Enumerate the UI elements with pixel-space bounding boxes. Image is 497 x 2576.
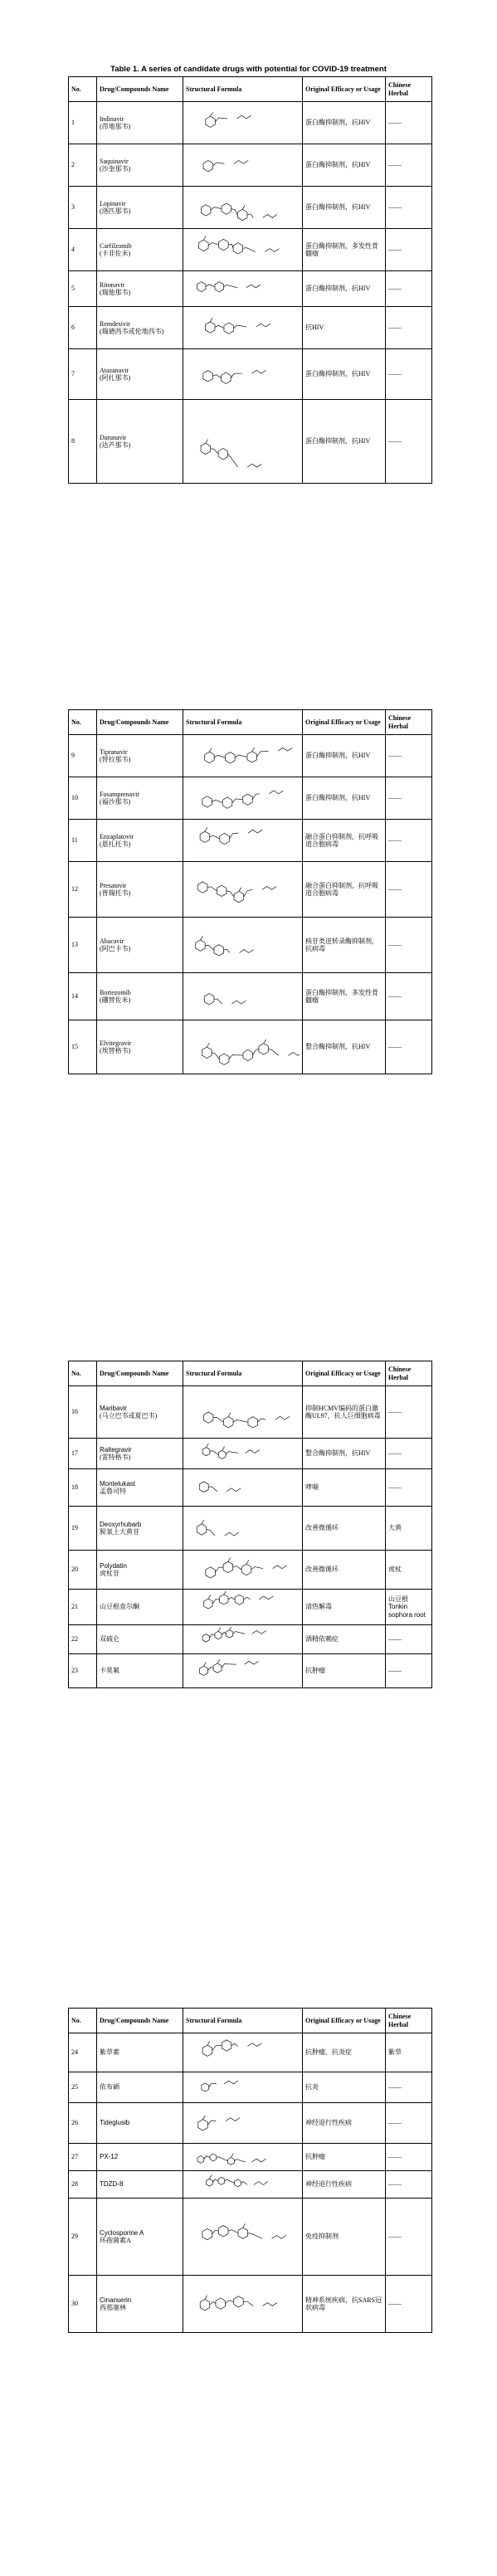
- structural-formula-cell: [183, 1551, 303, 1590]
- structural-formula-cell: [183, 1625, 303, 1654]
- structural-formula-drawing: [186, 104, 300, 142]
- herbal-cell: ——: [386, 400, 432, 484]
- efficacy-cell: 抑制HCMV编码的蛋白激酶UL97，抗人巨细胞病毒: [303, 1386, 386, 1439]
- drug-name-cell: [97, 2171, 183, 2199]
- row-number: 1: [69, 102, 97, 144]
- row-number: 6: [69, 307, 97, 349]
- efficacy-cell: 改善微循环: [303, 1551, 386, 1590]
- structural-formula-cell: [183, 271, 303, 307]
- structural-formula-drawing: [186, 402, 300, 481]
- efficacy-cell: 蛋白酶抑制剂，抗HIV: [303, 349, 386, 400]
- herbal-cell: ——: [386, 187, 432, 229]
- efficacy-cell: 蛋白酶抑制剂，多发性骨髓瘤: [303, 229, 386, 271]
- drug-name-cn: (卡非佐米): [100, 250, 131, 257]
- drug-name-cell: [97, 1625, 183, 1654]
- table-row: [69, 1590, 432, 1625]
- row-number: 28: [69, 2171, 97, 2199]
- row-number: 14: [69, 973, 97, 1020]
- structural-formula-cell: [183, 229, 303, 271]
- drug-name-cell: [97, 102, 183, 144]
- drug-name-cn: 孟鲁司特: [100, 1488, 126, 1495]
- structural-formula-cell: [183, 1439, 303, 1469]
- header-name: Drug/Compounds Name: [97, 2009, 183, 2033]
- drug-name-cn: 脱氧土大黄苷: [100, 1528, 139, 1536]
- efficacy-cell: 蛋白酶抑制剂，抗HIV: [303, 400, 386, 484]
- structural-formula-drawing: [186, 821, 300, 859]
- efficacy-cell: 神经退行性疾病: [303, 2171, 386, 2199]
- row-number: 5: [69, 271, 97, 307]
- structural-formula-drawing: [186, 2074, 300, 2101]
- efficacy-cell: 抗肿瘤、抗炎症: [303, 2033, 386, 2072]
- drug-name-cn: (硼替佐米): [100, 996, 131, 1004]
- drug-name-cell: [97, 400, 183, 484]
- drug-name-cell: [97, 2103, 183, 2144]
- row-number: 27: [69, 2144, 97, 2171]
- drug-name-cn: 紫草素: [100, 2048, 119, 2057]
- structural-formula-drawing: [186, 1627, 300, 1652]
- drug-name-cn: 依布硒: [100, 2083, 119, 2091]
- herbal-cell: ——: [386, 271, 432, 307]
- table-row: [69, 2171, 432, 2199]
- structural-formula-drawing: [186, 2145, 300, 2169]
- drug-name-en: TDZD-8: [100, 2180, 124, 2189]
- row-number: 3: [69, 187, 97, 229]
- efficacy-cell: 整合酶抑制剂，抗HIV: [303, 1439, 386, 1469]
- drug-name-en: Remdesivir: [100, 319, 130, 328]
- header-efficacy: Original Efficacy or Usage: [303, 1361, 386, 1386]
- row-number: 19: [69, 1507, 97, 1551]
- structural-formula-cell: [183, 2199, 303, 2276]
- structural-formula-drawing: [186, 2105, 300, 2141]
- herbal-cell: ——: [386, 1386, 432, 1439]
- drug-name-en: Atazanavir: [100, 366, 129, 374]
- drug-name-en: Montelukast: [100, 1479, 136, 1488]
- efficacy-cell: 蛋白酶抑制剂，抗HIV: [303, 187, 386, 229]
- drug-name-en: Cinanserin: [100, 2296, 132, 2304]
- row-number: 13: [69, 918, 97, 973]
- efficacy-cell: 哮喘: [303, 1469, 386, 1507]
- drug-name-cell: [97, 2033, 183, 2072]
- row-number: 30: [69, 2276, 97, 2333]
- drug-table-4: [68, 2008, 432, 2333]
- drug-name-cn: 双硫仑: [100, 1635, 119, 1643]
- drug-name-cn: 虎杖苷: [100, 1570, 119, 1577]
- herbal-cell: ——: [386, 2276, 432, 2333]
- row-number: 22: [69, 1625, 97, 1654]
- drug-name-en: Presatovir: [100, 881, 127, 889]
- efficacy-cell: 抗肿瘤: [303, 2144, 386, 2171]
- drug-name-cell: [97, 1439, 183, 1469]
- table-row: [69, 1654, 432, 1688]
- structural-formula-cell: [183, 349, 303, 400]
- row-number: 20: [69, 1551, 97, 1590]
- header-no: No.: [69, 710, 97, 735]
- header-no: No.: [69, 77, 97, 102]
- structural-formula-cell: [183, 2144, 303, 2171]
- efficacy-cell: 蛋白酶抑制剂，抗HIV: [303, 102, 386, 144]
- structural-formula-cell: [183, 1590, 303, 1625]
- structural-formula-cell: [183, 2072, 303, 2103]
- table-row: [69, 1439, 432, 1469]
- table-row: [69, 735, 432, 777]
- drug-name-en: Darunavir: [100, 433, 127, 441]
- structural-formula-drawing: [186, 1552, 300, 1587]
- header-efficacy: Original Efficacy or Usage: [303, 77, 386, 102]
- structural-formula-drawing: [186, 2277, 300, 2330]
- drug-name-cn: 西那塞林: [100, 2304, 126, 2311]
- header-name: Drug/Compounds Name: [97, 710, 183, 735]
- drug-name-en: Deoxyrhubarb: [100, 1520, 142, 1528]
- drug-name-cn: (替拉那韦): [100, 756, 131, 763]
- structural-formula-drawing: [186, 1508, 300, 1548]
- drug-name-cell: [97, 2199, 183, 2276]
- structural-formula-cell: [183, 777, 303, 820]
- structural-formula-drawing: [186, 351, 300, 397]
- header-formula: Structural Formula: [183, 77, 303, 102]
- herbal-cell: ——: [386, 2072, 432, 2103]
- row-number: 26: [69, 2103, 97, 2144]
- table-row: [69, 1551, 432, 1590]
- drug-name-cell: [97, 1590, 183, 1625]
- drug-name-en: Lopinavir: [100, 199, 126, 207]
- table-row: [69, 862, 432, 918]
- table-caption: Table 1. A series of candidate drugs with potential for COVID-19 treatment: [110, 65, 387, 74]
- herbal-cell: ——: [386, 307, 432, 349]
- header-herbal: Chinese Herbal: [386, 1361, 432, 1386]
- drug-name-en: Abacavir: [100, 937, 124, 945]
- structural-formula-drawing: [186, 309, 300, 347]
- drug-name-cn: (洛匹那韦): [100, 207, 131, 215]
- row-number: 23: [69, 1654, 97, 1688]
- table-row: [69, 307, 432, 349]
- header-formula: Structural Formula: [183, 2009, 303, 2033]
- efficacy-cell: 整合酶抑制剂，抗HIV: [303, 1020, 386, 1074]
- table-row: [69, 2144, 432, 2171]
- table-row: [69, 2276, 432, 2333]
- herbal-cell: ——: [386, 1654, 432, 1688]
- drug-name-cn: (雷特格韦): [100, 1454, 131, 1461]
- structural-formula-cell: [183, 1386, 303, 1439]
- herbal-cell: ——: [386, 349, 432, 400]
- herbal-cell: 紫草: [386, 2033, 432, 2072]
- structural-formula-cell: [183, 973, 303, 1020]
- drug-name-en: Cyclosporine A: [100, 2228, 144, 2237]
- drug-name-cn: 山豆根查尔酮: [100, 1603, 139, 1611]
- efficacy-cell: 蛋白酶抑制剂，抗HIV: [303, 777, 386, 820]
- drug-name-cell: [97, 1469, 183, 1507]
- drug-name-cell: [97, 229, 183, 271]
- drug-name-cn: (瑞德西韦或伦地西韦): [100, 328, 164, 335]
- header-formula: Structural Formula: [183, 710, 303, 735]
- herbal-cell: ——: [386, 229, 432, 271]
- structural-formula-cell: [183, 144, 303, 187]
- table-row: [69, 229, 432, 271]
- drug-name-cn: (瑞他那韦): [100, 289, 131, 296]
- herbal-cell: ——: [386, 1625, 432, 1654]
- row-number: 16: [69, 1386, 97, 1439]
- table-row: [69, 1507, 432, 1551]
- herbal-cell: ——: [386, 102, 432, 144]
- efficacy-cell: 融合蛋白抑制剂，抗呼吸道合胞病毒: [303, 820, 386, 862]
- structural-formula-drawing: [186, 1591, 300, 1623]
- drug-name-cn: (达芦那韦): [100, 441, 131, 449]
- structural-formula-cell: [183, 187, 303, 229]
- header-row: [69, 2009, 432, 2033]
- efficacy-cell: 蛋白酶抑制剂，抗HIV: [303, 735, 386, 777]
- herbal-cell: ——: [386, 1020, 432, 1074]
- efficacy-cell: 抗炎: [303, 2072, 386, 2103]
- row-number: 12: [69, 862, 97, 918]
- drug-name-cell: [97, 271, 183, 307]
- structural-formula-cell: [183, 400, 303, 484]
- header-herbal: Chinese Herbal: [386, 2009, 432, 2033]
- structural-formula-drawing: [186, 1440, 300, 1467]
- row-number: 11: [69, 820, 97, 862]
- table-row: [69, 973, 432, 1020]
- herbal-cell: ——: [386, 2199, 432, 2276]
- drug-name-cn: 卡莫氟: [100, 1667, 119, 1675]
- drug-table-3: [68, 1361, 432, 1688]
- drug-table-1: [68, 76, 432, 484]
- drug-name-cn: (福沙那韦): [100, 798, 131, 806]
- structural-formula-drawing: [186, 231, 300, 269]
- row-number: 8: [69, 400, 97, 484]
- drug-table-2: [68, 709, 432, 1074]
- table-row: [69, 144, 432, 187]
- row-number: 2: [69, 144, 97, 187]
- structural-formula-drawing: [186, 1388, 300, 1436]
- drug-name-cell: [97, 820, 183, 862]
- structural-formula-cell: [183, 2103, 303, 2144]
- drug-name-cell: [97, 973, 183, 1020]
- drug-name-cn: (阿扎那韦): [100, 374, 131, 382]
- drug-name-cell: [97, 777, 183, 820]
- table-row: [69, 1625, 432, 1654]
- drug-name-cn: (沙奎那韦): [100, 165, 131, 173]
- table-row: [69, 349, 432, 400]
- structural-formula-drawing: [186, 2173, 300, 2196]
- structural-formula-drawing: [186, 864, 300, 915]
- header-name: Drug/Compounds Name: [97, 77, 183, 102]
- table-row: [69, 187, 432, 229]
- table-row: [69, 2072, 432, 2103]
- structural-formula-drawing: [186, 1656, 300, 1686]
- row-number: 15: [69, 1020, 97, 1074]
- table-row: [69, 400, 432, 484]
- table-row: [69, 2033, 432, 2072]
- herbal-cell: ——: [386, 2171, 432, 2199]
- drug-name-en: Saquinavir: [100, 157, 129, 165]
- efficacy-cell: 免疫抑制剂: [303, 2199, 386, 2276]
- efficacy-cell: 酒精依赖症: [303, 1625, 386, 1654]
- drug-name-cell: [97, 307, 183, 349]
- structural-formula-cell: [183, 918, 303, 973]
- structural-formula-cell: [183, 307, 303, 349]
- header-formula: Structural Formula: [183, 1361, 303, 1386]
- herbal-cell: ——: [386, 862, 432, 918]
- efficacy-cell: 蛋白酶抑制剂，抗HIV: [303, 271, 386, 307]
- drug-name-cell: [97, 1020, 183, 1074]
- drug-name-cn: 环孢菌素A: [100, 2237, 131, 2244]
- drug-name-en: Raltegravir: [100, 1445, 132, 1454]
- drug-name-cell: [97, 2072, 183, 2103]
- header-herbal: Chinese Herbal: [386, 710, 432, 735]
- row-number: 29: [69, 2199, 97, 2276]
- row-number: 21: [69, 1590, 97, 1625]
- drug-name-cell: [97, 187, 183, 229]
- efficacy-cell: 精神系统疾病，抗SARS冠状病毒: [303, 2276, 386, 2333]
- drug-name-cn: (阿巴卡韦): [100, 945, 131, 952]
- table-row: [69, 777, 432, 820]
- row-number: 10: [69, 777, 97, 820]
- drug-name-cn: (茚地那韦): [100, 123, 131, 130]
- herbal-cell: ——: [386, 1439, 432, 1469]
- drug-name-cell: [97, 735, 183, 777]
- structural-formula-drawing: [186, 779, 300, 817]
- herbal-cell: ——: [386, 1469, 432, 1507]
- structural-formula-cell: [183, 1020, 303, 1074]
- efficacy-cell: 神经退行性疾病: [303, 2103, 386, 2144]
- row-number: 17: [69, 1439, 97, 1469]
- structural-formula-cell: [183, 102, 303, 144]
- efficacy-cell: 蛋白酶抑制剂，多发性骨髓瘤: [303, 973, 386, 1020]
- herbal-cell: ——: [386, 820, 432, 862]
- drug-name-en: Ritonavir: [100, 280, 125, 289]
- efficacy-cell: 蛋白酶抑制剂，抗HIV: [303, 144, 386, 187]
- drug-name-cell: [97, 349, 183, 400]
- herbal-cell: ——: [386, 735, 432, 777]
- drug-name-cell: [97, 2276, 183, 2333]
- structural-formula-cell: [183, 2276, 303, 2333]
- drug-name-en: Maribavir: [100, 1404, 127, 1412]
- herbal-cell: ——: [386, 777, 432, 820]
- structural-formula-cell: [183, 2033, 303, 2072]
- efficacy-cell: 抗肿瘤: [303, 1654, 386, 1688]
- structural-formula-drawing: [186, 975, 300, 1018]
- drug-name-en: Indinavir: [100, 114, 124, 123]
- structural-formula-drawing: [186, 146, 300, 184]
- table-row: [69, 1386, 432, 1439]
- drug-name-cell: [97, 1386, 183, 1439]
- drug-name-en: Bortezomib: [100, 988, 131, 996]
- drug-name-en: Carfilzomib: [100, 241, 132, 250]
- structural-formula-drawing: [186, 919, 300, 971]
- row-number: 9: [69, 735, 97, 777]
- drug-name-cell: [97, 1654, 183, 1688]
- drug-name-cell: [97, 2144, 183, 2171]
- row-number: 25: [69, 2072, 97, 2103]
- herbal-cell: 虎杖: [386, 1551, 432, 1590]
- herbal-cell: ——: [386, 973, 432, 1020]
- drug-name-en: Polydatin: [100, 1561, 127, 1570]
- drug-name-cell: [97, 862, 183, 918]
- structural-formula-cell: [183, 862, 303, 918]
- table-row: [69, 2103, 432, 2144]
- herbal-cell: ——: [386, 918, 432, 973]
- drug-name-cn: (埃替格韦): [100, 1047, 131, 1054]
- table-row: [69, 1469, 432, 1507]
- efficacy-cell: 改善微循环: [303, 1507, 386, 1551]
- row-number: 24: [69, 2033, 97, 2072]
- structural-formula-cell: [183, 820, 303, 862]
- herbal-cell: ——: [386, 144, 432, 187]
- structural-formula-cell: [183, 1507, 303, 1551]
- header-no: No.: [69, 2009, 97, 2033]
- herbal-cell: 大黄: [386, 1507, 432, 1551]
- structural-formula-drawing: [186, 1022, 300, 1072]
- structural-formula-cell: [183, 1469, 303, 1507]
- row-number: 4: [69, 229, 97, 271]
- table-row: [69, 2199, 432, 2276]
- header-row: [69, 1361, 432, 1386]
- drug-name-cell: [97, 918, 183, 973]
- table-row: [69, 271, 432, 307]
- drug-name-en: Enzaplatovir: [100, 832, 134, 840]
- structural-formula-drawing: [186, 737, 300, 775]
- table-row: [69, 1020, 432, 1074]
- herbal-cell: ——: [386, 2103, 432, 2144]
- drug-name-en: Elvitegravir: [100, 1039, 132, 1047]
- herbal-cell: 山豆根 Tonkin sophora root: [386, 1590, 432, 1625]
- structural-formula-drawing: [186, 1471, 300, 1504]
- drug-name-cell: [97, 1507, 183, 1551]
- drug-name-cell: [97, 1551, 183, 1590]
- efficacy-cell: 核苷类逆转录酶抑制剂，抗病毒: [303, 918, 386, 973]
- header-row: [69, 710, 432, 735]
- drug-name-cn: (普瑞托韦): [100, 889, 131, 897]
- header-name: Drug/Compounds Name: [97, 1361, 183, 1386]
- header-herbal: Chinese Herbal: [386, 77, 432, 102]
- structural-formula-drawing: [186, 2035, 300, 2070]
- efficacy-cell: 抗HIV: [303, 307, 386, 349]
- drug-name-cell: [97, 144, 183, 187]
- table-row: [69, 918, 432, 973]
- header-efficacy: Original Efficacy or Usage: [303, 2009, 386, 2033]
- row-number: 18: [69, 1469, 97, 1507]
- structural-formula-drawing: [186, 188, 300, 226]
- header-no: No.: [69, 1361, 97, 1386]
- efficacy-cell: 清热解毒: [303, 1590, 386, 1625]
- drug-name-en: Tideglusib: [100, 2119, 130, 2127]
- structural-formula-cell: [183, 1654, 303, 1688]
- table-row: [69, 102, 432, 144]
- header-row: [69, 77, 432, 102]
- efficacy-cell: 融合蛋白抑制剂，抗呼吸道合胞病毒: [303, 862, 386, 918]
- structural-formula-drawing: [186, 2200, 300, 2273]
- herbal-cell: ——: [386, 2144, 432, 2171]
- table-row: [69, 820, 432, 862]
- drug-name-cn: (恩扎托韦): [100, 840, 131, 848]
- drug-name-en: Fosamprenavir: [100, 790, 139, 798]
- structural-formula-cell: [183, 735, 303, 777]
- row-number: 7: [69, 349, 97, 400]
- structural-formula-drawing: [186, 273, 300, 304]
- drug-name-en: Tipranavir: [100, 747, 128, 756]
- drug-name-en: PX-12: [100, 2153, 119, 2161]
- drug-name-cn: (马立巴韦或夏巴韦): [100, 1412, 158, 1419]
- header-efficacy: Original Efficacy or Usage: [303, 710, 386, 735]
- structural-formula-cell: [183, 2171, 303, 2199]
